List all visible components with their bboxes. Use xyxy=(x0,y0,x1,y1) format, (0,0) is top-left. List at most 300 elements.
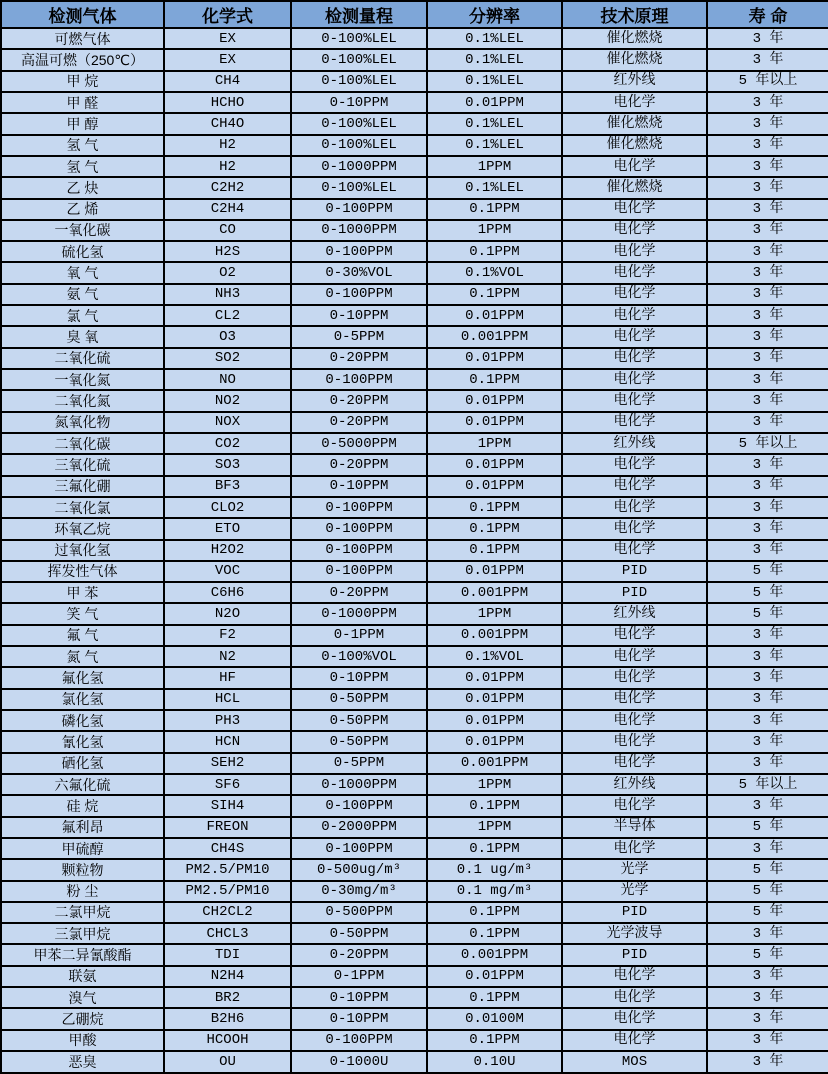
cell-resolution: 0.0100M xyxy=(427,1008,562,1029)
cell-lifespan: 3 年 xyxy=(707,1008,828,1029)
cell-resolution: 0.1PPM xyxy=(427,902,562,923)
cell-technology: 电化学 xyxy=(562,689,707,710)
cell-chemical-formula: PM2.5/PM10 xyxy=(164,881,291,902)
cell-detection-range: 0-100PPM xyxy=(291,561,427,582)
cell-lifespan: 3 年 xyxy=(707,646,828,667)
cell-chemical-formula: SEH2 xyxy=(164,753,291,774)
cell-lifespan: 3 年 xyxy=(707,156,828,177)
cell-resolution: 0.1PPM xyxy=(427,497,562,518)
cell-detection-range: 0-100%LEL xyxy=(291,177,427,198)
cell-resolution: 1PPM xyxy=(427,817,562,838)
cell-detection-range: 0-1000PPM xyxy=(291,774,427,795)
table-row xyxy=(1,326,828,347)
cell-gas-name: 二氯甲烷 xyxy=(1,902,164,923)
cell-chemical-formula: CO xyxy=(164,220,291,241)
cell-technology: 电化学 xyxy=(562,390,707,411)
cell-resolution: 0.001PPM xyxy=(427,753,562,774)
cell-technology: 电化学 xyxy=(562,966,707,987)
cell-technology: 电化学 xyxy=(562,199,707,220)
cell-resolution: 0.1 mg/m³ xyxy=(427,881,562,902)
cell-lifespan: 5 年 xyxy=(707,902,828,923)
cell-chemical-formula: H2O2 xyxy=(164,540,291,561)
cell-chemical-formula: BR2 xyxy=(164,987,291,1008)
cell-gas-name: 氧 气 xyxy=(1,262,164,283)
cell-detection-range: 0-100PPM xyxy=(291,369,427,390)
table-row xyxy=(1,241,828,262)
cell-detection-range: 0-30mg/m³ xyxy=(291,881,427,902)
cell-chemical-formula: SF6 xyxy=(164,774,291,795)
cell-gas-name: 磷化氢 xyxy=(1,710,164,731)
cell-resolution: 0.01PPM xyxy=(427,390,562,411)
cell-lifespan: 3 年 xyxy=(707,92,828,113)
cell-lifespan: 3 年 xyxy=(707,454,828,475)
cell-lifespan: 3 年 xyxy=(707,795,828,816)
cell-technology: 红外线 xyxy=(562,71,707,92)
cell-resolution: 0.1%LEL xyxy=(427,28,562,49)
cell-gas-name: 氰化氢 xyxy=(1,731,164,752)
cell-technology: 催化燃烧 xyxy=(562,177,707,198)
cell-detection-range: 0-10PPM xyxy=(291,667,427,688)
cell-gas-name: 联氨 xyxy=(1,966,164,987)
cell-resolution: 0.1PPM xyxy=(427,241,562,262)
cell-detection-range: 0-20PPM xyxy=(291,348,427,369)
cell-gas-name: 氯化氢 xyxy=(1,689,164,710)
cell-lifespan: 3 年 xyxy=(707,199,828,220)
cell-technology: 电化学 xyxy=(562,667,707,688)
cell-chemical-formula: CHCL3 xyxy=(164,923,291,944)
cell-resolution: 0.1%LEL xyxy=(427,113,562,134)
table-row xyxy=(1,135,828,156)
cell-gas-name: 乙 炔 xyxy=(1,177,164,198)
table-row xyxy=(1,156,828,177)
cell-chemical-formula: H2 xyxy=(164,135,291,156)
cell-gas-name: 六氟化硫 xyxy=(1,774,164,795)
cell-chemical-formula: NH3 xyxy=(164,284,291,305)
cell-lifespan: 3 年 xyxy=(707,838,828,859)
cell-gas-name: 甲硫醇 xyxy=(1,838,164,859)
cell-lifespan: 3 年 xyxy=(707,667,828,688)
cell-detection-range: 0-100%LEL xyxy=(291,49,427,70)
cell-technology: 红外线 xyxy=(562,774,707,795)
cell-technology: PID xyxy=(562,902,707,923)
cell-resolution: 0.1PPM xyxy=(427,1030,562,1051)
cell-technology: PID xyxy=(562,582,707,603)
table-row xyxy=(1,284,828,305)
cell-lifespan: 3 年 xyxy=(707,113,828,134)
cell-technology: 半导体 xyxy=(562,817,707,838)
cell-lifespan: 3 年 xyxy=(707,731,828,752)
cell-detection-range: 0-100%LEL xyxy=(291,135,427,156)
cell-chemical-formula: CL2 xyxy=(164,305,291,326)
cell-lifespan: 3 年 xyxy=(707,412,828,433)
column-header-chemical-formula: 化学式 xyxy=(164,1,291,28)
cell-chemical-formula: C2H4 xyxy=(164,199,291,220)
cell-chemical-formula: NO2 xyxy=(164,390,291,411)
table-row xyxy=(1,1030,828,1051)
table-row xyxy=(1,497,828,518)
cell-gas-name: 臭 氧 xyxy=(1,326,164,347)
table-row xyxy=(1,859,828,880)
cell-resolution: 0.1%LEL xyxy=(427,71,562,92)
cell-lifespan: 5 年 xyxy=(707,944,828,965)
table-row xyxy=(1,966,828,987)
cell-resolution: 0.1 ug/m³ xyxy=(427,859,562,880)
column-header-gas-name: 检测气体 xyxy=(1,1,164,28)
table-row xyxy=(1,774,828,795)
cell-gas-name: 二氧化碳 xyxy=(1,433,164,454)
cell-chemical-formula: HCL xyxy=(164,689,291,710)
cell-resolution: 1PPM xyxy=(427,433,562,454)
cell-lifespan: 3 年 xyxy=(707,923,828,944)
cell-detection-range: 0-100PPM xyxy=(291,199,427,220)
column-header-detection-range: 检测量程 xyxy=(291,1,427,28)
cell-lifespan: 3 年 xyxy=(707,518,828,539)
table-row xyxy=(1,625,828,646)
table-row xyxy=(1,944,828,965)
cell-chemical-formula: HCOOH xyxy=(164,1030,291,1051)
cell-lifespan: 3 年 xyxy=(707,689,828,710)
cell-technology: 红外线 xyxy=(562,603,707,624)
cell-technology: 电化学 xyxy=(562,710,707,731)
table-body xyxy=(1,28,828,1073)
cell-technology: 电化学 xyxy=(562,1030,707,1051)
cell-technology: 电化学 xyxy=(562,454,707,475)
cell-chemical-formula: H2 xyxy=(164,156,291,177)
cell-lifespan: 3 年 xyxy=(707,966,828,987)
cell-gas-name: 环氧乙烷 xyxy=(1,518,164,539)
table-row xyxy=(1,667,828,688)
cell-detection-range: 0-1PPM xyxy=(291,966,427,987)
cell-chemical-formula: C6H6 xyxy=(164,582,291,603)
cell-technology: 电化学 xyxy=(562,753,707,774)
cell-chemical-formula: HCHO xyxy=(164,92,291,113)
cell-chemical-formula: HCN xyxy=(164,731,291,752)
table-row xyxy=(1,454,828,475)
cell-technology: 电化学 xyxy=(562,284,707,305)
cell-detection-range: 0-500ug/m³ xyxy=(291,859,427,880)
cell-detection-range: 0-50PPM xyxy=(291,731,427,752)
cell-lifespan: 3 年 xyxy=(707,476,828,497)
cell-resolution: 0.01PPM xyxy=(427,689,562,710)
cell-gas-name: 甲 烷 xyxy=(1,71,164,92)
cell-lifespan: 3 年 xyxy=(707,135,828,156)
cell-gas-name: 一氧化碳 xyxy=(1,220,164,241)
cell-detection-range: 0-1PPM xyxy=(291,625,427,646)
cell-resolution: 0.1%LEL xyxy=(427,177,562,198)
cell-detection-range: 0-30%VOL xyxy=(291,262,427,283)
cell-resolution: 0.1%LEL xyxy=(427,135,562,156)
cell-gas-name: 氟 气 xyxy=(1,625,164,646)
cell-resolution: 0.1PPM xyxy=(427,795,562,816)
cell-lifespan: 3 年 xyxy=(707,305,828,326)
cell-detection-range: 0-2000PPM xyxy=(291,817,427,838)
cell-technology: 电化学 xyxy=(562,838,707,859)
cell-gas-name: 三氧化硫 xyxy=(1,454,164,475)
cell-resolution: 1PPM xyxy=(427,156,562,177)
cell-resolution: 0.1%VOL xyxy=(427,262,562,283)
column-header-lifespan: 寿 命 xyxy=(707,1,828,28)
cell-chemical-formula: H2S xyxy=(164,241,291,262)
cell-chemical-formula: SO3 xyxy=(164,454,291,475)
cell-detection-range: 0-20PPM xyxy=(291,412,427,433)
cell-chemical-formula: CH4O xyxy=(164,113,291,134)
cell-technology: 电化学 xyxy=(562,987,707,1008)
cell-detection-range: 0-100%VOL xyxy=(291,646,427,667)
table-row xyxy=(1,987,828,1008)
cell-resolution: 0.01PPM xyxy=(427,305,562,326)
cell-chemical-formula: BF3 xyxy=(164,476,291,497)
cell-resolution: 0.01PPM xyxy=(427,412,562,433)
cell-gas-name: 二氧化氮 xyxy=(1,390,164,411)
cell-technology: 电化学 xyxy=(562,497,707,518)
cell-chemical-formula: SIH4 xyxy=(164,795,291,816)
cell-lifespan: 5 年以上 xyxy=(707,71,828,92)
cell-resolution: 0.1%LEL xyxy=(427,49,562,70)
cell-lifespan: 3 年 xyxy=(707,28,828,49)
table-row xyxy=(1,1051,828,1073)
cell-detection-range: 0-20PPM xyxy=(291,390,427,411)
table-row xyxy=(1,603,828,624)
cell-chemical-formula: TDI xyxy=(164,944,291,965)
table-row xyxy=(1,113,828,134)
cell-technology: 电化学 xyxy=(562,241,707,262)
cell-lifespan: 3 年 xyxy=(707,348,828,369)
cell-chemical-formula: CH4S xyxy=(164,838,291,859)
cell-resolution: 0.1PPM xyxy=(427,838,562,859)
table-row xyxy=(1,731,828,752)
cell-resolution: 0.001PPM xyxy=(427,625,562,646)
cell-gas-name: 氯 气 xyxy=(1,305,164,326)
cell-lifespan: 3 年 xyxy=(707,1030,828,1051)
cell-detection-range: 0-50PPM xyxy=(291,710,427,731)
table-row xyxy=(1,476,828,497)
table-row xyxy=(1,902,828,923)
cell-technology: 电化学 xyxy=(562,476,707,497)
cell-gas-name: 甲酸 xyxy=(1,1030,164,1051)
cell-gas-name: 可燃气体 xyxy=(1,28,164,49)
table-row xyxy=(1,540,828,561)
cell-lifespan: 3 年 xyxy=(707,241,828,262)
cell-gas-name: 甲苯二异氰酸酯 xyxy=(1,944,164,965)
header-row xyxy=(1,1,828,28)
cell-detection-range: 0-100PPM xyxy=(291,795,427,816)
table-row xyxy=(1,433,828,454)
cell-gas-name: 甲 醛 xyxy=(1,92,164,113)
cell-technology: 电化学 xyxy=(562,625,707,646)
cell-detection-range: 0-100PPM xyxy=(291,838,427,859)
cell-detection-range: 0-1000PPM xyxy=(291,220,427,241)
cell-technology: 电化学 xyxy=(562,412,707,433)
cell-technology: 电化学 xyxy=(562,348,707,369)
cell-gas-name: 氟利昂 xyxy=(1,817,164,838)
cell-chemical-formula: O3 xyxy=(164,326,291,347)
cell-technology: 光学 xyxy=(562,881,707,902)
cell-technology: 电化学 xyxy=(562,369,707,390)
table-row xyxy=(1,881,828,902)
cell-detection-range: 0-1000PPM xyxy=(291,603,427,624)
cell-resolution: 0.01PPM xyxy=(427,667,562,688)
cell-chemical-formula: FREON xyxy=(164,817,291,838)
cell-lifespan: 5 年 xyxy=(707,561,828,582)
cell-detection-range: 0-10PPM xyxy=(291,1008,427,1029)
cell-technology: 电化学 xyxy=(562,305,707,326)
table-row xyxy=(1,220,828,241)
cell-detection-range: 0-100PPM xyxy=(291,540,427,561)
cell-detection-range: 0-10PPM xyxy=(291,92,427,113)
cell-chemical-formula: CLO2 xyxy=(164,497,291,518)
cell-chemical-formula: PM2.5/PM10 xyxy=(164,859,291,880)
cell-detection-range: 0-100PPM xyxy=(291,518,427,539)
cell-technology: 电化学 xyxy=(562,518,707,539)
table-row xyxy=(1,753,828,774)
cell-detection-range: 0-20PPM xyxy=(291,944,427,965)
cell-resolution: 1PPM xyxy=(427,220,562,241)
cell-gas-name: 氟化氢 xyxy=(1,667,164,688)
table-row xyxy=(1,92,828,113)
cell-detection-range: 0-100%LEL xyxy=(291,71,427,92)
cell-detection-range: 0-50PPM xyxy=(291,689,427,710)
column-header-technology: 技术原理 xyxy=(562,1,707,28)
cell-detection-range: 0-5000PPM xyxy=(291,433,427,454)
cell-lifespan: 3 年 xyxy=(707,390,828,411)
cell-gas-name: 溴气 xyxy=(1,987,164,1008)
cell-lifespan: 3 年 xyxy=(707,753,828,774)
cell-lifespan: 5 年 xyxy=(707,817,828,838)
cell-chemical-formula: HF xyxy=(164,667,291,688)
table-row xyxy=(1,390,828,411)
cell-gas-name: 氨 气 xyxy=(1,284,164,305)
cell-chemical-formula: CO2 xyxy=(164,433,291,454)
cell-chemical-formula: NOX xyxy=(164,412,291,433)
table-row xyxy=(1,689,828,710)
cell-gas-name: 硅 烷 xyxy=(1,795,164,816)
cell-detection-range: 0-100PPM xyxy=(291,284,427,305)
cell-gas-name: 挥发性气体 xyxy=(1,561,164,582)
cell-lifespan: 3 年 xyxy=(707,177,828,198)
cell-lifespan: 3 年 xyxy=(707,262,828,283)
cell-detection-range: 0-10PPM xyxy=(291,476,427,497)
cell-technology: 电化学 xyxy=(562,646,707,667)
cell-resolution: 0.1PPM xyxy=(427,987,562,1008)
cell-resolution: 0.01PPM xyxy=(427,348,562,369)
cell-gas-name: 甲 苯 xyxy=(1,582,164,603)
cell-detection-range: 0-100PPM xyxy=(291,497,427,518)
cell-gas-name: 过氧化氢 xyxy=(1,540,164,561)
cell-technology: 催化燃烧 xyxy=(562,113,707,134)
cell-lifespan: 5 年以上 xyxy=(707,433,828,454)
table-row xyxy=(1,646,828,667)
cell-lifespan: 3 年 xyxy=(707,497,828,518)
table-row xyxy=(1,71,828,92)
cell-gas-name: 氮氧化物 xyxy=(1,412,164,433)
cell-lifespan: 3 年 xyxy=(707,625,828,646)
cell-lifespan: 3 年 xyxy=(707,369,828,390)
cell-chemical-formula: EX xyxy=(164,28,291,49)
cell-detection-range: 0-100%LEL xyxy=(291,113,427,134)
cell-resolution: 0.01PPM xyxy=(427,476,562,497)
cell-gas-name: 氢 气 xyxy=(1,135,164,156)
cell-resolution: 0.1PPM xyxy=(427,540,562,561)
table-row xyxy=(1,582,828,603)
cell-gas-name: 硫化氢 xyxy=(1,241,164,262)
cell-gas-name: 三氯甲烷 xyxy=(1,923,164,944)
cell-chemical-formula: C2H2 xyxy=(164,177,291,198)
cell-technology: MOS xyxy=(562,1051,707,1073)
cell-gas-name: 甲 醇 xyxy=(1,113,164,134)
cell-gas-name: 高温可燃（250℃） xyxy=(1,49,164,70)
cell-detection-range: 0-500PPM xyxy=(291,902,427,923)
cell-gas-name: 三氟化硼 xyxy=(1,476,164,497)
cell-detection-range: 0-1000PPM xyxy=(291,156,427,177)
cell-resolution: 0.001PPM xyxy=(427,944,562,965)
cell-lifespan: 3 年 xyxy=(707,987,828,1008)
cell-technology: PID xyxy=(562,944,707,965)
cell-technology: 催化燃烧 xyxy=(562,135,707,156)
cell-technology: 电化学 xyxy=(562,156,707,177)
cell-lifespan: 3 年 xyxy=(707,284,828,305)
cell-technology: 催化燃烧 xyxy=(562,49,707,70)
cell-resolution: 0.1PPM xyxy=(427,518,562,539)
cell-lifespan: 3 年 xyxy=(707,49,828,70)
cell-technology: 电化学 xyxy=(562,731,707,752)
cell-gas-name: 笑 气 xyxy=(1,603,164,624)
cell-chemical-formula: N2H4 xyxy=(164,966,291,987)
cell-resolution: 0.01PPM xyxy=(427,710,562,731)
cell-technology: 催化燃烧 xyxy=(562,28,707,49)
cell-lifespan: 3 年 xyxy=(707,540,828,561)
table-row xyxy=(1,28,828,49)
cell-chemical-formula: OU xyxy=(164,1051,291,1073)
cell-lifespan: 5 年 xyxy=(707,603,828,624)
cell-gas-name: 乙硼烷 xyxy=(1,1008,164,1029)
table-row xyxy=(1,49,828,70)
cell-detection-range: 0-100%LEL xyxy=(291,28,427,49)
table-row xyxy=(1,348,828,369)
cell-detection-range: 0-10PPM xyxy=(291,305,427,326)
cell-chemical-formula: CH2CL2 xyxy=(164,902,291,923)
cell-detection-range: 0-5PPM xyxy=(291,753,427,774)
cell-detection-range: 0-50PPM xyxy=(291,923,427,944)
cell-technology: 电化学 xyxy=(562,795,707,816)
cell-gas-name: 氮 气 xyxy=(1,646,164,667)
cell-chemical-formula: N2 xyxy=(164,646,291,667)
cell-chemical-formula: PH3 xyxy=(164,710,291,731)
cell-resolution: 0.1%VOL xyxy=(427,646,562,667)
cell-lifespan: 3 年 xyxy=(707,710,828,731)
cell-chemical-formula: VOC xyxy=(164,561,291,582)
cell-resolution: 0.01PPM xyxy=(427,454,562,475)
cell-technology: PID xyxy=(562,561,707,582)
table-row xyxy=(1,1008,828,1029)
cell-resolution: 0.1PPM xyxy=(427,369,562,390)
cell-technology: 光学 xyxy=(562,859,707,880)
table-row xyxy=(1,369,828,390)
cell-gas-name: 颗粒物 xyxy=(1,859,164,880)
cell-resolution: 0.01PPM xyxy=(427,561,562,582)
table-row xyxy=(1,199,828,220)
cell-lifespan: 3 年 xyxy=(707,1051,828,1073)
cell-detection-range: 0-20PPM xyxy=(291,582,427,603)
table-row xyxy=(1,412,828,433)
table-row xyxy=(1,518,828,539)
table-row xyxy=(1,561,828,582)
cell-gas-name: 乙 烯 xyxy=(1,199,164,220)
cell-technology: 电化学 xyxy=(562,540,707,561)
cell-resolution: 0.10U xyxy=(427,1051,562,1073)
cell-lifespan: 5 年 xyxy=(707,582,828,603)
cell-lifespan: 3 年 xyxy=(707,326,828,347)
cell-technology: 电化学 xyxy=(562,92,707,113)
